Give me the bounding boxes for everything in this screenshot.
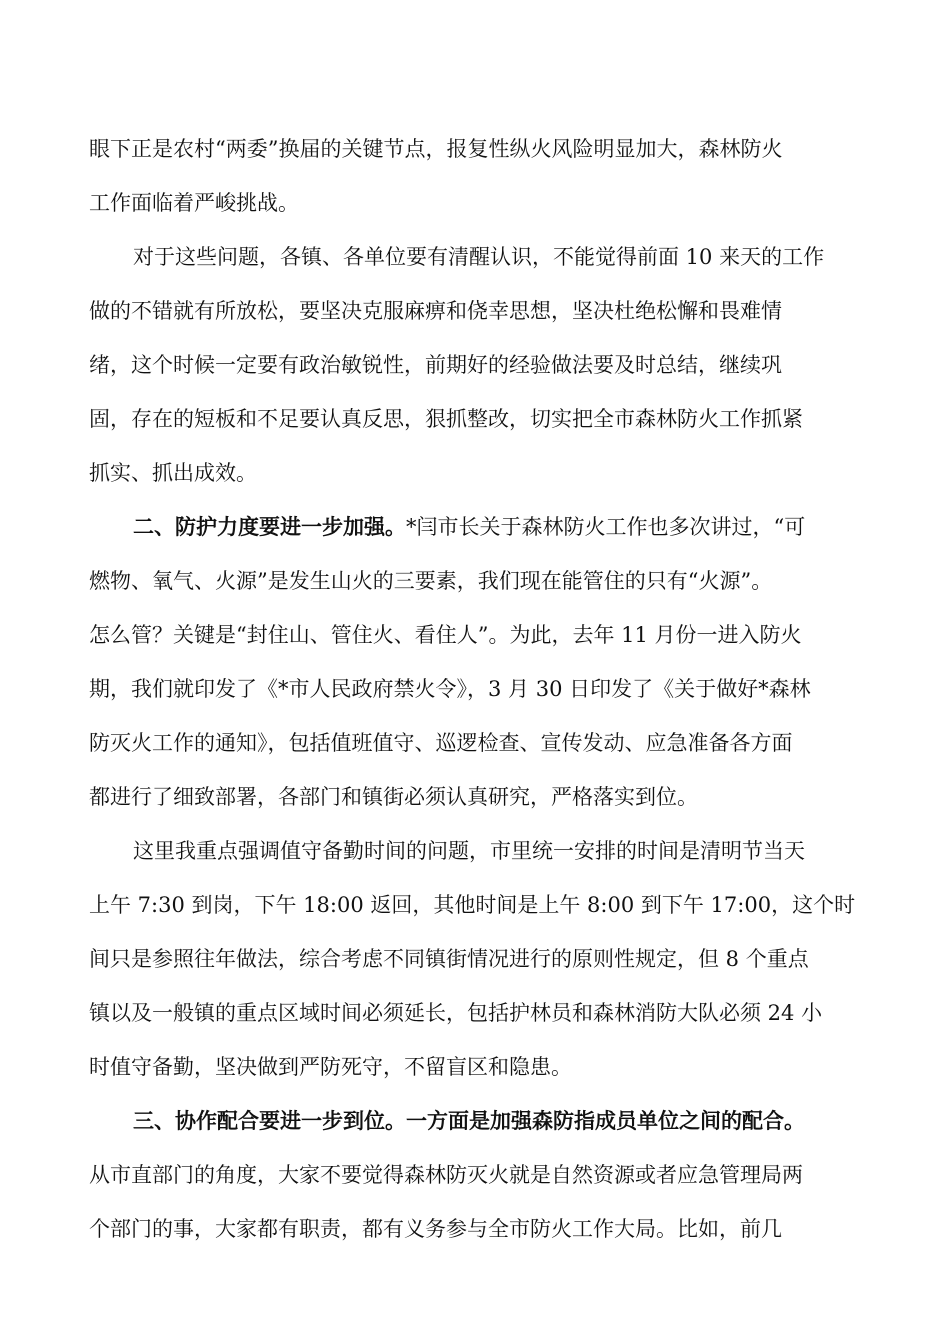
paragraph-4-line-2: 上午 7:30 到岗，下午 18:00 返回，其他时间是上午 8:00 到下午 17:00，这个时	[89, 893, 856, 917]
paragraph-3-line-6: 都进行了细致部署，各部门和镇街必须认真研究，严格落实到位。	[89, 785, 698, 809]
paragraph-2-line-1: 对于这些问题，各镇、各单位要有清醒认识，不能觉得前面 10 来天的工作	[133, 245, 825, 269]
paragraph-4-line-3: 间只是参照往年做法，综合考虑不同镇街情况进行的原则性规定，但 8 个重点	[89, 947, 809, 971]
paragraph-3-line-5: 防灭火工作的通知》，包括值班值守、巡逻检查、宣传发动、应急准备各方面	[89, 731, 793, 755]
paragraph-2-line-2: 做的不错就有所放松，要坚决克服麻痹和侥幸思想，坚决杜绝松懈和畏难情	[89, 299, 782, 323]
paragraph-3-line-1	[133, 512, 805, 542]
section-3-heading: 三、协作配合要进一步到位。一方面是加强森防指成员单位之间的配合。	[133, 1109, 805, 1133]
paragraph-3-line-3: 怎么管？关键是“封住山、管住火、看住人”。为此，去年 11 月份一进入防火	[89, 623, 802, 647]
paragraph-2-line-3: 绪，这个时候一定要有政治敏锐性，前期好的经验做法要及时总结，继续巩	[89, 353, 782, 377]
paragraph-1-line-2: 工作面临着严峻挑战。	[89, 191, 299, 215]
paragraph-4-line-4: 镇以及一般镇的重点区域时间必须延长，包括护林员和森林消防大队必须 24 小	[89, 1001, 823, 1025]
paragraph-3-line-1-text: *闫市长关于森林防火工作也多次讲过，“可	[406, 515, 806, 539]
paragraph-1-line-1: 眼下正是农村“两委”换届的关键节点，报复性纵火风险明显加大，森林防火	[89, 137, 783, 161]
paragraph-3-line-4: 期，我们就印发了《*市人民政府禁火令》，3 月 30 日印发了《关于做好*森林	[89, 677, 811, 701]
paragraph-4-line-1: 这里我重点强调值守备勤时间的问题，市里统一安排的时间是清明节当天	[133, 839, 805, 863]
paragraph-3-line-2: 燃物、氧气、火源”是发生山火的三要素，我们现在能管住的只有“火源”。	[89, 569, 773, 593]
paragraph-5-line-2: 从市直部门的角度，大家不要觉得森林防灭火就是自然资源或者应急管理局两	[89, 1163, 803, 1187]
paragraph-5-line-3: 个部门的事，大家都有职责，都有义务参与全市防火工作大局。比如，前几	[89, 1217, 782, 1241]
paragraph-4-line-5: 时值守备勤，坚决做到严防死守，不留盲区和隐患。	[89, 1055, 572, 1079]
section-2-heading: 二、防护力度要进一步加强。	[133, 515, 406, 539]
paragraph-2-line-4: 固，存在的短板和不足要认真反思，狠抓整改，切实把全市森林防火工作抓紧	[89, 407, 803, 431]
paragraph-2-line-5: 抓实、抓出成效。	[89, 461, 257, 485]
